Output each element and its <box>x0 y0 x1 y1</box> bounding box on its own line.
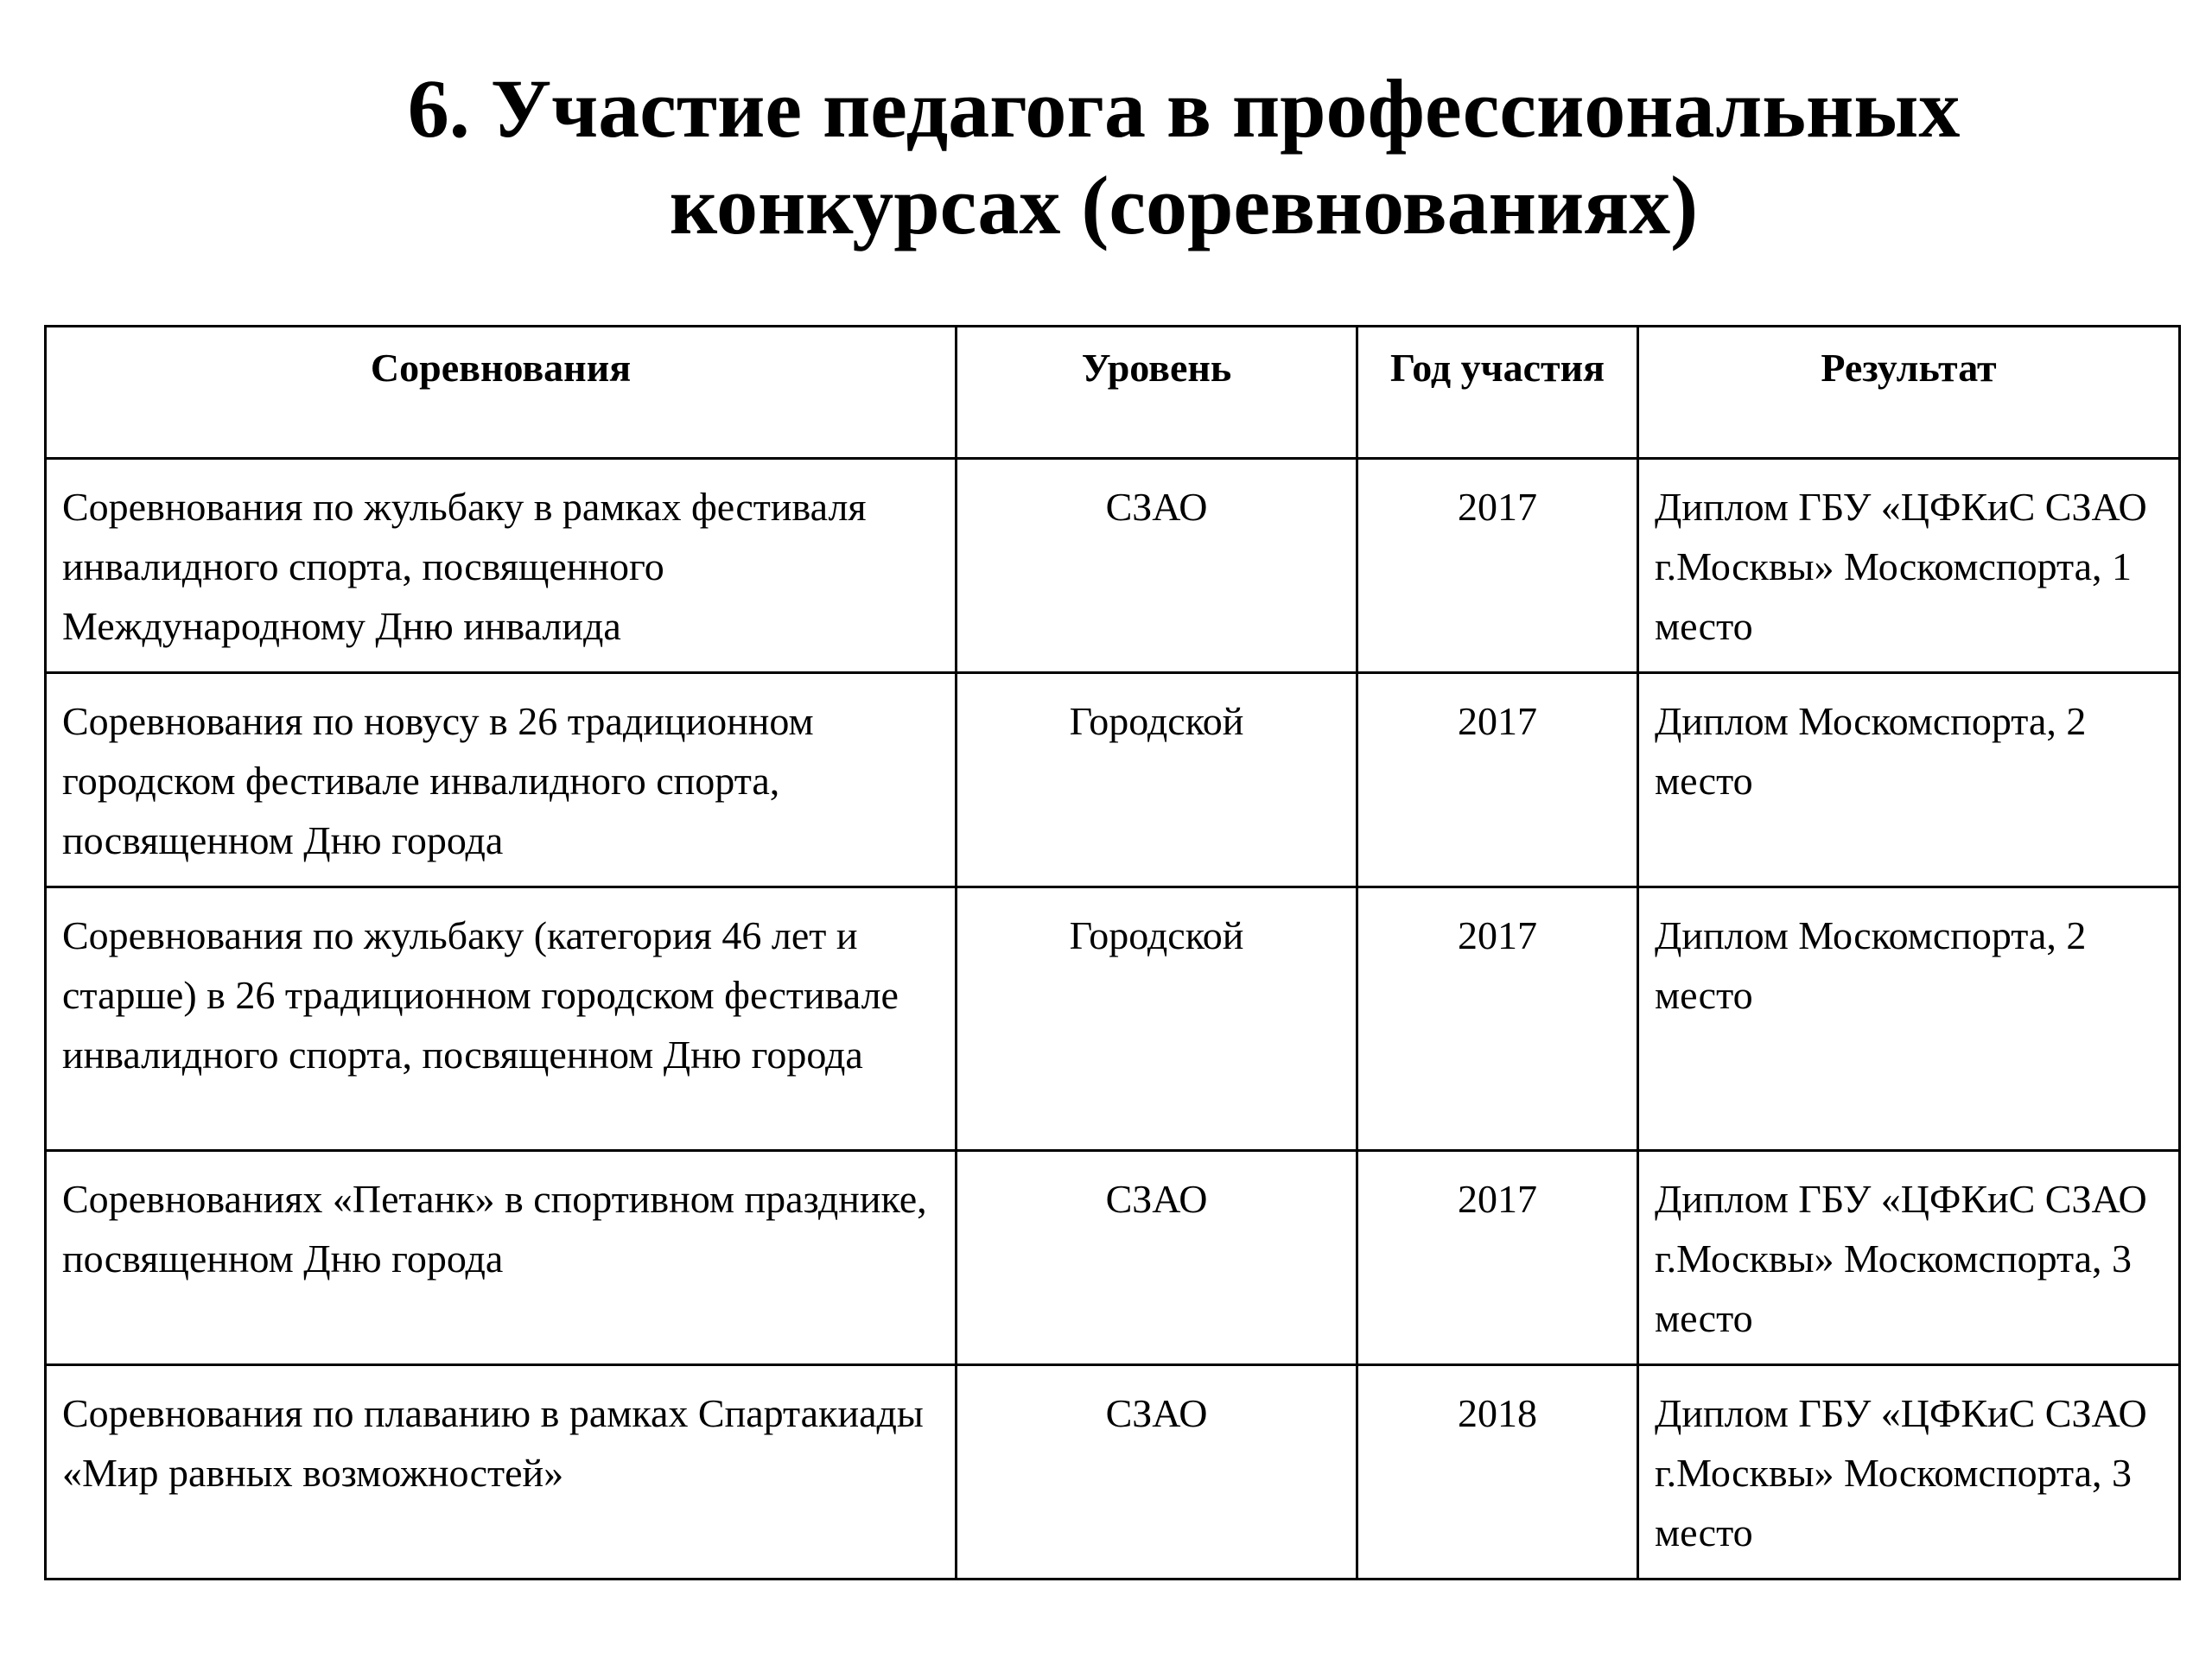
cell-year: 2018 <box>1357 1365 1638 1580</box>
cell-level: Городской <box>957 673 1357 887</box>
cell-result: Диплом ГБУ «ЦФКиС СЗАО г.Москвы» Москомспорта, 1 место <box>1638 459 2180 673</box>
cell-level: СЗАО <box>957 1151 1357 1365</box>
cell-competition: Соревнования по жульбаку (категория 46 лет и старше) в 26 традиционном городском фестивале инвалидного спорта, посвященном Дню города <box>46 887 957 1151</box>
table-row <box>46 459 2180 673</box>
cell-year: 2017 <box>1357 887 1638 1151</box>
table-row <box>46 887 2180 1151</box>
header-year: Год участия <box>1357 327 1638 459</box>
slide-title-line-1: 6. Участие педагога в профессиональных <box>407 62 1961 155</box>
cell-level: СЗАО <box>957 1365 1357 1580</box>
cell-year: 2017 <box>1357 673 1638 887</box>
cell-result: Диплом Москомспорта, 2 место <box>1638 673 2180 887</box>
header-competitions: Соревнования <box>46 327 957 459</box>
cell-competition: Соревнования по жульбаку в рамках фестиваля инвалидного спорта, посвященного Международному Дню инвалида <box>46 459 957 673</box>
table-header-row <box>46 327 2180 459</box>
cell-level: Городской <box>957 887 1357 1151</box>
cell-competition: Соревнованиях «Петанк» в спортивном празднике, посвященном Дню города <box>46 1151 957 1365</box>
cell-competition: Соревнования по плаванию в рамках Спартакиады «Мир равных возможностей» <box>46 1365 957 1580</box>
competitions-table <box>44 325 2181 1580</box>
table-row <box>46 673 2180 887</box>
slide-title-line-2: конкурсах (соревнованиях) <box>669 159 1699 251</box>
table-row <box>46 1365 2180 1580</box>
header-result: Результат <box>1638 327 2180 459</box>
header-level: Уровень <box>957 327 1357 459</box>
table-row <box>46 1151 2180 1365</box>
cell-year: 2017 <box>1357 459 1638 673</box>
cell-level: СЗАО <box>957 459 1357 673</box>
cell-result: Диплом ГБУ «ЦФКиС СЗАО г.Москвы» Москомспорта, 3 место <box>1638 1151 2180 1365</box>
cell-result: Диплом Москомспорта, 2 место <box>1638 887 2180 1151</box>
cell-result: Диплом ГБУ «ЦФКиС СЗАО г.Москвы» Москомспорта, 3 место <box>1638 1365 2180 1580</box>
cell-year: 2017 <box>1357 1151 1638 1365</box>
slide-title <box>0 60 2212 254</box>
cell-competition: Соревнования по новусу в 26 традиционном городском фестивале инвалидного спорта, посвященном Дню города <box>46 673 957 887</box>
